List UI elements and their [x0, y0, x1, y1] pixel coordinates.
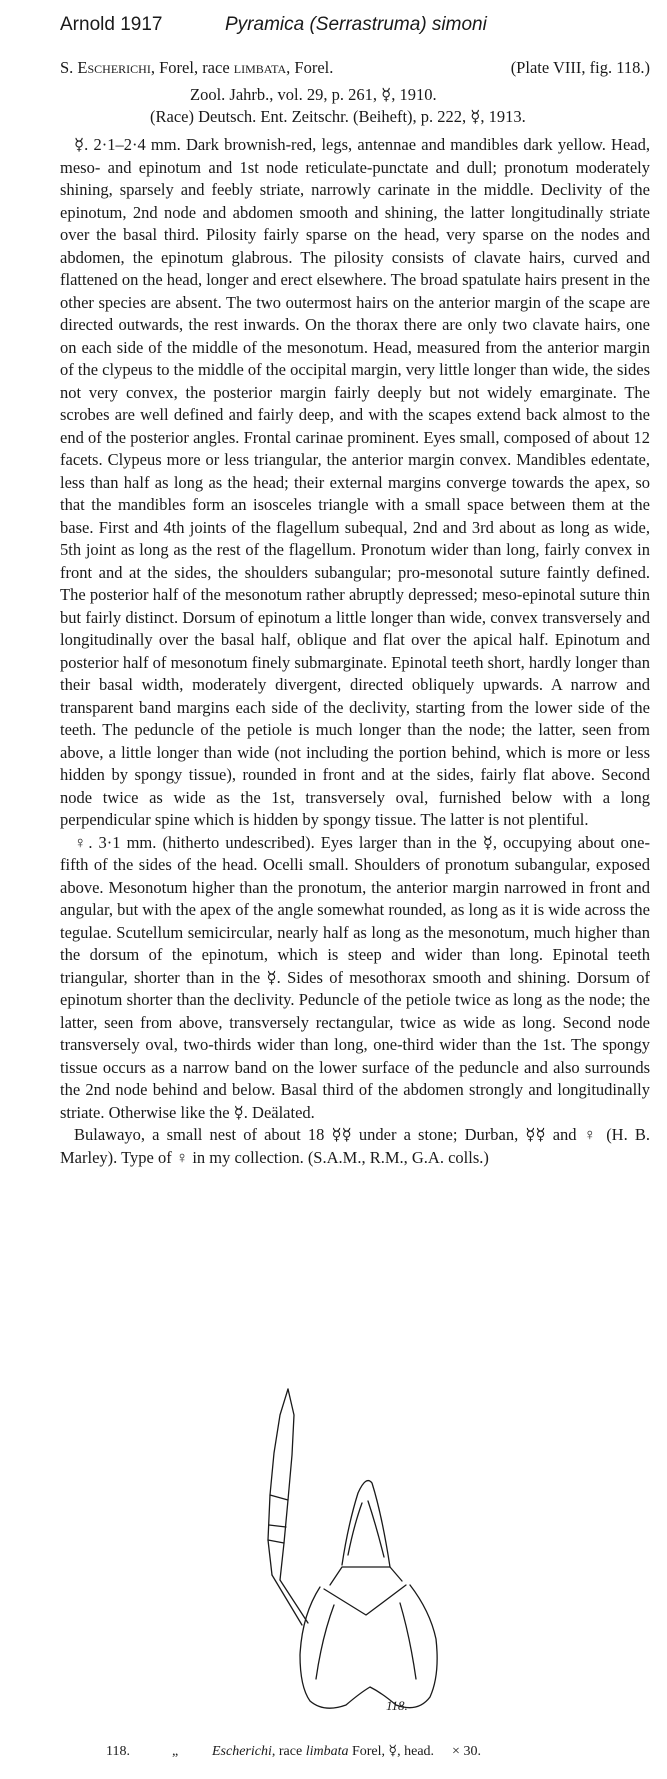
caption-ditto-mark: „: [172, 1744, 179, 1759]
worker-description-paragraph: ☿. 2·1–2·4 mm. Dark brownish-red, legs, antennae and mandibles dark yellow. Head, meso- and epinotum and 1st node reticulate-punctate and dull; pronotum moderately shining, sparsely and feebly striate, narrowly carinate in the middle. Declivity of the epinotum, 2nd node and abdomen smooth and shining, the latter longitudinally striate over the basal third. Pilosity fairly sparse on the head, very sparse on the nodes and abdomen, the epinotum glabrous. The pilosity consists of clavate hairs, curved and flattened on the head, longer and erect elsewhere. The broad spatulate hairs present in the other species are absent. The two outermost hairs on the anterior margin of the scape are directed outwards, the rest inwards. On the thorax there are only two clavate hairs, one on each side of the middle of the mesonotum. Head, measured from the anterior margin of the clypeus to the middle of the occipital margin, very little longer than wide, the sides not very convex, the posterior margin fairly deeply but not widely emarginate. The scrobes are well defined and fairly deep, and with the scapes extend back almost to the end of the posterior angles. Frontal carinae prominent. Eyes small, composed of about 12 facets. Clypeus more or less triangular, the anterior margin convex. Mandibles edentate, less than half as long as the head; their external margins converge towards the apex, so that the mandibles form an isosceles triangle with a small space between them at the base. First and 4th joints of the flagellum subequal, 2nd and 3rd about as long as wide, 5th joint as long as the rest of the flagellum. Pronotum wider than long, fairly convex in front and at the sides, the shoulders subangular; pro-mesonotal suture faintly defined. The posterior half of the mesonotum rather abruptly depressed; meso-epinotal suture thin but fairly distinct. Dorsum of epinotum a little longer than wide, convex transversely and longitudinally over the basal half, oblique and flat over the apical half. Epinotum and posterior half of mesonotum finely submarginate. Epinotal teeth short, hardly longer than their basal width, moderately divergent, directed obliquely upwards. A narrow and transparent band margins each side of the declivity, starting from the lower side of the teeth. The peduncle of the petiole is much longer than the node; the latter, seen from above, a little longer than wide (not including the portion behind, which is more or less hidden by spongy tissue), rounded in front and at the sides, fairly flat above. Second node twice as wide as the 1st, transversely oval, furnished below with a long perpendicular spine which is hidden by spongy tissue. The latter is not plentiful.: [60, 135, 650, 829]
race-name: limbata: [233, 58, 287, 77]
species-name: S. Escherichi: [60, 58, 151, 77]
caption-number: 118.: [106, 1744, 130, 1759]
caption-race-prefix: , race: [271, 1744, 306, 1759]
header-author-year: Arnold 1917: [60, 14, 163, 35]
female-description-paragraph: ♀. 3·1 mm. (hitherto undescribed). Eyes larger than in the ☿, occupying about one-fifth of the sides of the head. Ocelli small. Shoulders of pronotum subangular, exposed above. Mesonotum higher than the pronotum, the anterior margin narrowed in front and angular, but with the apex of the angle somewhat rounded, as long as it is wide across the tegulae. Scutellum semicircular, nearly half as long as the mesonotum, much higher than the dorsum of the epinotum, which is steep and wider than long. Epinotal teeth triangular, shorter than in the ☿. Sides of mesothorax smooth and shining. Dorsum of epinotum shorter than the declivity. Peduncle of the petiole twice as long as the node; the latter, seen from above, transversely rectangular, twice as wide as long. Second node transversely oval, two-thirds wider than long, one-third wider than the 1st. The spongy tissue occurs as a narrow band on the lower surface of the peduncle and also surrounds the 2nd node behind and below. Basal third of the abdomen strongly and longitudinally striate. Otherwise like the ☿. Deälated.: [60, 832, 650, 1122]
caption-species: Escherichi: [212, 1744, 272, 1759]
reference-line: (Race) Deutsch. Ent. Zeitschr. (Beiheft), p. 222, ☿, 1913.: [150, 107, 526, 126]
reference-line: Zool. Jahrb., vol. 29, p. 261, ☿, 1910.: [190, 85, 437, 104]
locality-paragraph: Bulawayo, a small nest of about 18 ☿☿ under a stone; Durban, ☿☿ and ♀ (H. B. Marley). Type of ♀ in my collection. (S.A.M., R.M., G.A. colls.): [60, 1125, 650, 1167]
figure-number-label: 118.: [386, 1698, 408, 1713]
literature-references: [60, 84, 650, 128]
caption-rest: Forel, ☿, head.: [348, 1744, 435, 1759]
ant-head-drawing-icon: [250, 1375, 450, 1720]
species-author-1: , Forel, race: [150, 58, 234, 77]
species-entry-title: [60, 58, 650, 78]
caption-race: limbata: [305, 1744, 349, 1759]
figure-caption: [106, 1743, 626, 1760]
species-author-2: , Forel.: [286, 58, 334, 77]
header-taxon: Pyramica (Serrastruma) simoni: [225, 14, 487, 35]
running-header: [60, 14, 627, 40]
caption-magnification: × 30.: [452, 1744, 481, 1759]
plate-reference: (Plate VIII, fig. 118.): [510, 58, 650, 77]
description-body: [60, 134, 650, 1169]
